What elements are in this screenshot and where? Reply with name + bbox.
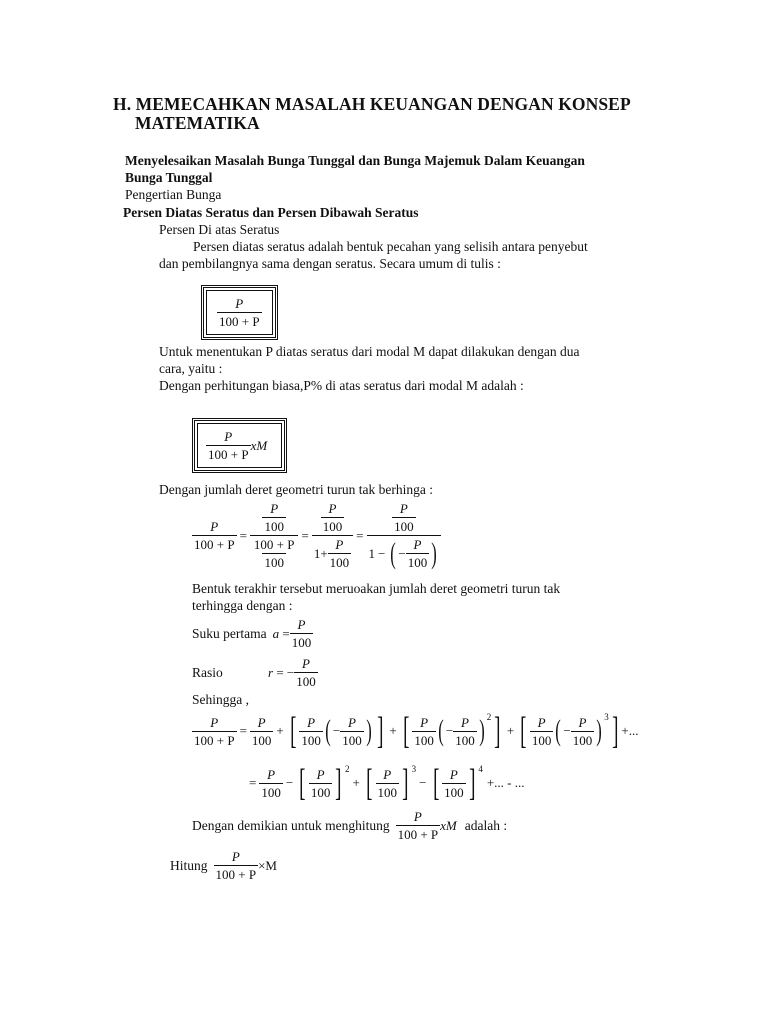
times-m: ×M bbox=[258, 857, 277, 873]
denominator: 100 bbox=[531, 732, 552, 748]
numerator: P bbox=[302, 656, 310, 671]
inner-num: P bbox=[335, 537, 344, 552]
numerator: P bbox=[235, 296, 244, 311]
formula-box-1 bbox=[201, 285, 278, 340]
fraction-p-over-100p bbox=[396, 808, 441, 843]
hitung-row bbox=[170, 848, 277, 883]
denominator: 100 bbox=[414, 732, 434, 748]
sehingga-label: Sehingga , bbox=[192, 692, 249, 707]
compound-fraction-1 bbox=[250, 500, 299, 571]
inner-den: 100 bbox=[407, 555, 428, 570]
hitung-label: Hitung bbox=[170, 857, 208, 873]
fraction-p-over-100p bbox=[206, 428, 251, 463]
denominator: 100 bbox=[572, 732, 593, 748]
denominator: 100 bbox=[342, 732, 362, 748]
denominator: 1 − ( − $\frac{P}{100}$ ) bbox=[367, 535, 442, 571]
denominator bbox=[250, 535, 299, 571]
series-expansion-2: = $\frac{P}{100}$ − [ $\frac{P}{100}$ ] $^2$ + [ $\frac{P}{100}$ ] $^3$ − [ $\frac{P}{100}$ ] $^4$ +... - ... bbox=[249, 762, 525, 804]
compound-fraction-2 bbox=[312, 500, 353, 571]
denominator: 100 + P bbox=[208, 447, 249, 462]
rasio-label: Rasio bbox=[192, 664, 223, 680]
inner-den: 100 bbox=[394, 519, 414, 534]
denominator: 100 bbox=[377, 784, 397, 800]
numerator: P bbox=[449, 766, 458, 782]
inner-den: 100 bbox=[329, 555, 350, 570]
numerator: P bbox=[231, 849, 240, 864]
para2-line3: Dengan perhitungan biasa,P% di atas seratus dari modal M adalah : bbox=[159, 378, 524, 393]
denominator: 100 bbox=[310, 784, 331, 800]
denominator: 100 bbox=[301, 732, 321, 748]
rasio-row: Rasio r = − $\frac{P}{100}$ bbox=[192, 656, 316, 689]
para2-line1: Untuk menentukan P diatas seratus dari modal M dapat dilakukan dengan dua bbox=[159, 344, 580, 359]
heading-line1: H. MEMECAHKAN MASALAH KEUANGAN DENGAN KONSEP bbox=[113, 94, 631, 114]
para4-line2: terhingga dengan : bbox=[192, 598, 293, 613]
numerator: P bbox=[348, 714, 356, 730]
persen-di-atas-label: Persen Di atas Seratus bbox=[159, 222, 280, 237]
geometric-series-equation bbox=[192, 500, 441, 571]
numerator: P bbox=[267, 766, 276, 782]
inner-num: P bbox=[270, 501, 279, 516]
numerator: P bbox=[210, 519, 219, 534]
para1-line2: dan pembilangnya sama dengan seratus. Secara umum di tulis : bbox=[159, 256, 501, 271]
denominator: 100 + P bbox=[215, 867, 257, 882]
numerator: P bbox=[383, 766, 392, 782]
inner-num: 100 + P bbox=[253, 537, 295, 552]
one: 1 bbox=[368, 546, 375, 561]
para1-line1: Persen diatas seratus adalah bentuk pecahan yang selisih antara penyebut bbox=[193, 239, 588, 254]
fraction-p-over-100p bbox=[214, 848, 259, 883]
demikian-text: Dengan demikian untuk menghitung bbox=[192, 817, 390, 833]
equals-sign: = bbox=[356, 527, 364, 543]
denominator: 100 + P bbox=[194, 537, 235, 552]
numerator bbox=[260, 500, 288, 535]
pengertian-bunga: Pengertian Bunga bbox=[125, 187, 222, 202]
lhs-fraction bbox=[192, 518, 237, 553]
denominator: 100 bbox=[455, 732, 475, 748]
formula-box-2 bbox=[192, 418, 287, 473]
adalah-text: adalah : bbox=[464, 817, 508, 833]
equals-sign: = bbox=[239, 527, 247, 543]
series-ellipsis: +... bbox=[621, 723, 639, 738]
times-m: xM bbox=[440, 817, 457, 833]
equals-sign: = bbox=[301, 527, 309, 543]
var-r: r bbox=[268, 664, 274, 680]
denominator: 100 bbox=[291, 635, 312, 650]
denominator: 100 bbox=[296, 674, 316, 689]
inner-den: 100 bbox=[264, 519, 284, 534]
series-ellipsis: +... - ... bbox=[486, 775, 525, 790]
denominator: 100 bbox=[261, 784, 281, 800]
denominator: 100 bbox=[251, 732, 272, 748]
numerator: P bbox=[257, 714, 266, 730]
numerator: P bbox=[224, 429, 233, 444]
suku-pertama-row: Suku pertama a = $\frac{P}{100}$ bbox=[192, 617, 312, 650]
denominator: 1 + $\frac{P}{100}$ bbox=[312, 535, 353, 571]
numerator: P bbox=[420, 714, 429, 730]
inner-num: P bbox=[399, 501, 408, 516]
fraction-p-over-100 bbox=[290, 616, 314, 651]
inner-num: P bbox=[328, 501, 337, 516]
denominator: 100 + P bbox=[397, 827, 439, 842]
numerator bbox=[390, 500, 418, 535]
suku-pertama-label: Suku pertama bbox=[192, 625, 267, 641]
numerator: P bbox=[578, 714, 587, 730]
numerator bbox=[319, 500, 347, 535]
numerator: P bbox=[413, 809, 422, 824]
inner-num: P bbox=[413, 537, 422, 552]
numerator: P bbox=[210, 714, 219, 730]
demikian-row bbox=[192, 808, 507, 843]
denominator: 100 bbox=[444, 784, 464, 800]
inner-den: 100 bbox=[322, 519, 343, 534]
persen-heading: Persen Diatas Seratus dan Persen Dibawah Seratus bbox=[123, 205, 419, 220]
series-expansion-1: $\frac{P}{100 + P}$ = $\frac{P}{100}$ + [ $\frac{P}{100}$ ( − $\frac{P}{100}$ ) ] + [ $\frac{P}{100}$ ( − $\frac{P}{100}$ ) $^2$ ] + [ $\frac{P}{100}$ ( − $\frac{P}{100}$ ) $^3$ ] +... bbox=[194, 710, 639, 752]
fraction-p-over-100 bbox=[294, 655, 318, 690]
numerator: P bbox=[461, 714, 469, 730]
para2-line2: cara, yaitu : bbox=[159, 361, 223, 376]
fraction-p-over-100p bbox=[217, 295, 262, 330]
numerator: P bbox=[537, 714, 546, 730]
times-m: xM bbox=[250, 437, 268, 453]
subheading-line1: Menyelesaikan Masalah Bunga Tunggal dan Bunga Majemuk Dalam Keuangan bbox=[125, 153, 585, 168]
numerator: P bbox=[307, 714, 316, 730]
compound-fraction-3 bbox=[367, 500, 442, 571]
inner-den: 100 bbox=[264, 555, 284, 570]
var-a: a bbox=[272, 625, 280, 641]
para4-line1: Bentuk terakhir tersebut meruoakan jumlah deret geometri turun tak bbox=[192, 581, 561, 596]
numerator: P bbox=[297, 617, 306, 632]
denominator: 100 + P bbox=[219, 314, 260, 329]
numerator: P bbox=[316, 766, 325, 782]
heading-line2: MATEMATIKA bbox=[135, 113, 260, 133]
denominator: 100 + P bbox=[194, 732, 235, 748]
para3: Dengan jumlah deret geometri turun tak berhinga : bbox=[159, 482, 434, 497]
subheading-line2: Bunga Tunggal bbox=[125, 170, 213, 185]
one: 1 bbox=[313, 546, 321, 561]
